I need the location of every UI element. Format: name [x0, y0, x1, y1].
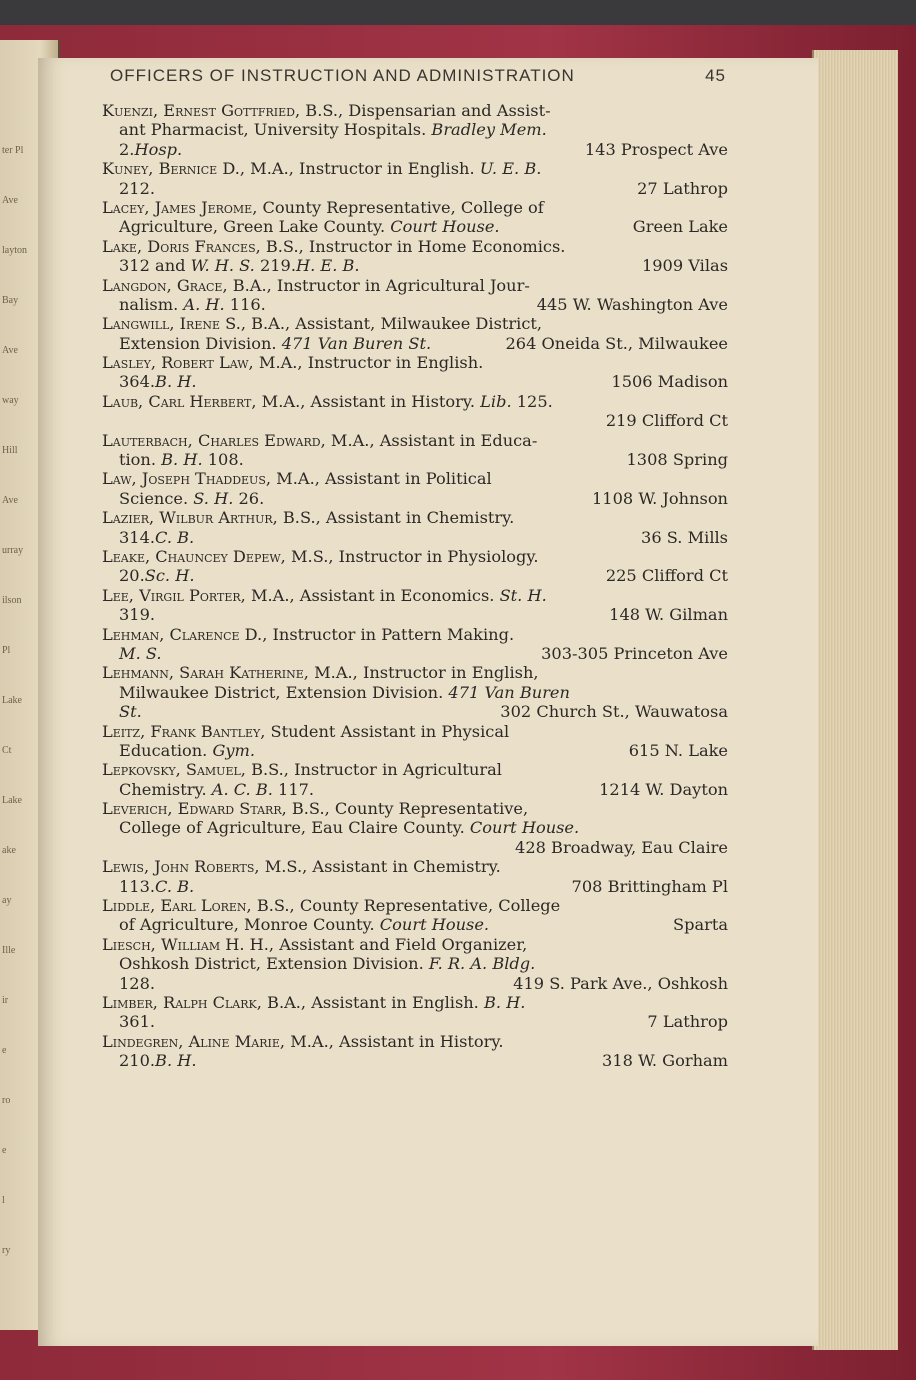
edge-fragment: way — [2, 395, 19, 406]
entry-first-line — [102, 547, 728, 566]
entry-first-line — [102, 101, 728, 120]
person-name: Lehmann, Sarah Katherine, — [102, 663, 309, 683]
person-name: Kuenzi, Ernest Gottfried, — [102, 101, 301, 120]
entry-first-line — [102, 1032, 728, 1051]
person-name: Leitz, Frank Bantley, — [102, 721, 266, 741]
office-location: 471 Van Buren St. — [281, 333, 432, 353]
directory-entry — [102, 586, 728, 625]
entry-description — [119, 780, 314, 799]
entry-description — [102, 547, 539, 566]
entry-description — [102, 276, 530, 295]
entry-text: M.A., Assistant in History. — [256, 391, 481, 411]
home-address: Green Lake — [632, 217, 728, 237]
entry-description — [119, 644, 162, 663]
entry-text: B.S., Instructor in Agricultural — [245, 760, 502, 780]
running-header — [110, 66, 726, 90]
entry-description — [102, 469, 492, 488]
entry-description — [119, 334, 431, 353]
home-address: 148 W. Gilman — [609, 605, 728, 625]
person-name: Langdon, Grace, — [102, 275, 228, 295]
person-name: Kuney, Bernice — [102, 159, 218, 179]
person-name: Lasley, Robert Law, — [102, 353, 254, 373]
entry-text: B.A., Instructor in Agricultural Jour- — [227, 275, 530, 295]
home-address: 615 N. Lake — [628, 740, 728, 760]
entry-description — [102, 508, 514, 527]
entry-text: M.A., Assistant in History. — [285, 1031, 504, 1051]
entry-continuation-line — [102, 411, 728, 430]
entry-description — [102, 663, 539, 682]
edge-fragment: e — [2, 1045, 7, 1056]
entry-description — [119, 140, 182, 159]
directory-entry — [102, 237, 728, 276]
home-address: 264 Oneida St., Milwaukee — [505, 333, 728, 353]
entry-continuation-line — [102, 915, 728, 934]
entry-text: M.A., Instructor in English. — [253, 353, 484, 373]
person-name: Law, Joseph Thaddeus, — [102, 469, 272, 489]
office-location: B. H. — [483, 992, 526, 1012]
entry-continuation-line — [102, 450, 728, 469]
directory-entry — [102, 101, 728, 159]
entry-description — [119, 974, 155, 993]
edge-fragment: Pl — [2, 645, 11, 656]
entry-text: 212. — [119, 178, 156, 198]
entry-description — [102, 353, 483, 372]
directory-entry — [102, 547, 728, 586]
office-location: B. H. — [155, 372, 197, 392]
entry-first-line — [102, 586, 728, 605]
entry-description — [119, 702, 142, 721]
entry-text: 361. — [119, 1012, 156, 1032]
entry-text: 314. — [119, 527, 156, 547]
entry-continuation-line — [102, 780, 728, 799]
entry-text: 113. — [119, 876, 156, 896]
person-name: Langwill, Irene — [102, 314, 221, 334]
page-stack-edge — [812, 50, 898, 1350]
person-name: Lee, Virgil Porter, — [102, 585, 246, 605]
edge-fragment: Ille — [2, 945, 16, 956]
entry-text: Science. — [119, 488, 194, 508]
home-address: 36 S. Mills — [641, 527, 728, 547]
office-location: M. S. — [119, 643, 162, 663]
entry-description — [102, 392, 553, 411]
entry-description — [102, 198, 544, 217]
directory-entry — [102, 469, 728, 508]
home-address: 318 W. Gorham — [602, 1051, 728, 1071]
home-address: 225 Clifford Ct — [605, 566, 728, 586]
directory-entry — [102, 760, 728, 799]
entry-first-line — [102, 353, 728, 372]
entry-description — [119, 489, 264, 508]
entry-description — [119, 605, 155, 624]
directory-entry — [102, 993, 728, 1032]
entry-text: 117. — [272, 779, 315, 799]
entry-description — [102, 1032, 504, 1051]
edge-fragment: Lake — [2, 795, 22, 806]
directory-entry — [102, 935, 728, 993]
entry-first-line — [102, 625, 728, 644]
home-address: 219 Clifford Ct — [605, 411, 728, 431]
entry-text: Chemistry. — [119, 779, 212, 799]
entry-continuation-line — [102, 1051, 728, 1070]
person-name: Lacey, James Jerome, — [102, 197, 258, 217]
entry-description — [119, 1051, 197, 1070]
entry-text: 128. — [119, 973, 156, 993]
person-name: Lindegren, Aline Marie, — [102, 1031, 286, 1051]
entry-first-line — [102, 159, 728, 178]
directory-entry — [102, 159, 728, 198]
entry-first-line — [102, 508, 728, 527]
entry-text: Education. — [119, 740, 213, 760]
entry-continuation-line — [102, 974, 728, 993]
directory-entry — [102, 353, 728, 392]
edge-fragment: l — [2, 1195, 5, 1206]
person-name: Lazier, Wilbur Arthur, — [102, 508, 278, 528]
office-location: Bradley Mem. — [431, 120, 547, 140]
entry-first-line — [102, 896, 728, 915]
entry-continuation-line — [102, 818, 728, 837]
edge-fragment: urray — [2, 545, 24, 556]
entry-description — [119, 528, 194, 547]
entry-description — [119, 179, 155, 198]
home-address: 27 Lathrop — [637, 178, 728, 198]
entry-text: of Agriculture, Monroe County. — [119, 915, 380, 935]
office-location: A. H. — [183, 294, 225, 314]
entry-text: M.A., Assistant in Educa- — [325, 430, 538, 450]
entry-text: nalism. — [119, 294, 184, 314]
entry-description — [102, 993, 525, 1012]
entry-description — [102, 237, 565, 256]
directory-entry — [102, 722, 728, 761]
entry-description — [119, 372, 197, 391]
entry-continuation-line — [102, 954, 728, 973]
edge-fragment: ir — [2, 995, 9, 1006]
entry-description — [102, 722, 509, 741]
entry-text: 125. — [511, 391, 553, 411]
directory-entry — [102, 625, 728, 664]
entry-first-line — [102, 857, 728, 876]
entry-text: 364. — [119, 372, 156, 392]
entry-text: ant Pharmacist, University Hospitals. — [119, 120, 432, 140]
entry-description — [102, 857, 501, 876]
entry-description — [119, 450, 244, 469]
entry-first-line — [102, 314, 728, 333]
entry-description — [102, 586, 547, 605]
entry-text: Extension Division. — [119, 333, 282, 353]
edge-fragment: Ave — [2, 495, 18, 506]
home-address: Sparta — [673, 915, 728, 935]
edge-fragment: ay — [2, 895, 12, 906]
entry-text: College of Agriculture, Eau Claire County. — [119, 818, 470, 838]
entry-description — [102, 896, 560, 915]
edge-fragment: e — [2, 1145, 7, 1156]
entry-text: D., Instructor in Pattern Making. — [239, 624, 515, 644]
entry-continuation-line — [102, 489, 728, 508]
person-name: Lauterbach, Charles Edward, — [102, 430, 326, 450]
entry-description — [102, 760, 502, 779]
entry-first-line — [102, 237, 728, 256]
office-location: B. H. — [161, 450, 203, 470]
entry-text: Student Assistant in Physical — [265, 721, 510, 741]
entry-continuation-line — [102, 217, 728, 236]
office-location: Lib. — [480, 391, 512, 411]
person-name: Leverich, Edward Starr, — [102, 799, 287, 819]
office-location: W. H. S. — [190, 256, 255, 276]
entry-text: Oshkosh District, Extension Division. — [119, 954, 429, 974]
edge-fragment: Lake — [2, 695, 22, 706]
entry-continuation-line — [102, 683, 728, 702]
edge-fragment: Ct — [2, 745, 12, 756]
directory-entry — [102, 663, 728, 721]
home-address: 1214 W. Dayton — [599, 779, 728, 799]
entry-description — [102, 625, 514, 644]
edge-fragment: ilson — [2, 595, 22, 606]
entry-first-line — [102, 935, 728, 954]
directory-entry — [102, 799, 728, 857]
entry-continuation-line — [102, 741, 728, 760]
entry-continuation-line — [102, 644, 728, 663]
entry-text: B.S., Instructor in Home Economics. — [260, 236, 566, 256]
entry-text: tion. — [119, 450, 162, 470]
entry-continuation-line — [102, 605, 728, 624]
entry-first-line — [102, 276, 728, 295]
office-location: Court House. — [390, 217, 500, 237]
directory-entry — [102, 392, 728, 431]
entry-text: 2. — [119, 139, 135, 159]
entry-text: B.S., County Representative, — [286, 799, 529, 819]
edge-fragment: ro — [2, 1095, 11, 1106]
entry-continuation-line — [102, 140, 728, 159]
entry-continuation-line — [102, 528, 728, 547]
edge-fragment: layton — [2, 245, 27, 256]
person-name: Limber, Ralph Clark, — [102, 992, 262, 1012]
edge-fragment: Ave — [2, 345, 18, 356]
entry-continuation-line — [102, 877, 728, 896]
person-name: Lehman, Clarence — [102, 624, 240, 644]
office-location: B. H. — [155, 1051, 197, 1071]
person-name: Leake, Chauncey Depew, — [102, 546, 286, 566]
person-name: Lepkovsky, Samuel, — [102, 760, 246, 780]
entry-description — [119, 120, 547, 139]
home-address: 1108 W. Johnson — [591, 488, 728, 508]
office-location: F. R. A. Bldg. — [428, 954, 536, 974]
entry-first-line — [102, 469, 728, 488]
directory-entry — [102, 857, 728, 896]
office-location: 471 Van Buren — [448, 682, 570, 702]
entry-continuation-line — [102, 295, 728, 314]
office-location: Court House. — [379, 915, 490, 935]
entry-text: H. H., Assistant and Field Organizer, — [220, 934, 528, 954]
edge-fragment: Bay — [2, 295, 19, 306]
entry-text: County Representative, College of — [257, 197, 544, 217]
entry-text: M.A., Assistant in Political — [271, 469, 492, 489]
entry-text: 20. — [119, 566, 145, 586]
entry-first-line — [102, 722, 728, 741]
home-address: 1308 Spring — [626, 450, 728, 470]
entry-description — [102, 159, 541, 178]
entry-continuation-line — [102, 334, 728, 353]
entry-text: M.A., Assistant in Economics. — [245, 585, 500, 605]
entry-text: 108. — [202, 450, 244, 470]
person-name: Liddle, Earl Loren, — [102, 896, 252, 916]
entry-first-line — [102, 198, 728, 217]
office-location: U. E. B. — [479, 159, 542, 179]
entry-text: B.S., County Representative, College — [251, 896, 561, 916]
entry-text: B.S., Dispensarian and Assist- — [300, 101, 551, 120]
person-name: Liesch, William — [102, 934, 221, 954]
entry-description — [119, 877, 194, 896]
edge-fragment: Hill — [2, 445, 18, 456]
entry-description — [119, 566, 194, 585]
office-location: A. C. B. — [211, 779, 273, 799]
entry-text: B.S., Assistant in Chemistry. — [277, 508, 515, 528]
office-location: C. B. — [155, 527, 195, 547]
entry-description — [119, 295, 266, 314]
entry-text: D., M.A., Instructor in English. — [217, 159, 480, 179]
directory-entry — [102, 198, 728, 237]
entry-text: 116. — [224, 294, 266, 314]
office-location: C. B. — [155, 876, 195, 896]
office-location: Sc. H. — [144, 566, 195, 586]
directory-entry — [102, 431, 728, 470]
entry-description — [102, 431, 537, 450]
office-location: Court House. — [469, 818, 580, 838]
office-location: St. — [119, 702, 142, 722]
entry-description — [119, 915, 489, 934]
entry-first-line — [102, 799, 728, 818]
entry-continuation-line — [102, 838, 728, 857]
entry-description — [119, 741, 255, 760]
home-address: 708 Brittingham Pl — [571, 876, 728, 896]
entry-description — [102, 101, 551, 120]
entry-first-line — [102, 392, 728, 411]
directory-entries — [102, 101, 728, 1071]
home-address: 445 W. Washington Ave — [536, 294, 728, 314]
entry-text: M.A., Instructor in English, — [308, 663, 539, 683]
entry-continuation-line — [102, 256, 728, 275]
edge-fragment: ter Pl — [2, 145, 24, 156]
directory-entry — [102, 314, 728, 353]
entry-text: 219. — [254, 256, 297, 276]
entry-text: 210. — [119, 1051, 156, 1071]
entry-description — [102, 314, 542, 333]
running-header-title: OFFICERS OF INSTRUCTION AND ADMINISTRATION — [110, 66, 575, 85]
entry-description — [102, 935, 527, 954]
entry-continuation-line — [102, 1012, 728, 1031]
office-location: Hosp. — [134, 139, 183, 159]
entry-continuation-line — [102, 566, 728, 585]
edge-fragment: ake — [2, 845, 16, 856]
person-name: Laub, Carl Herbert, — [102, 391, 257, 411]
entry-first-line — [102, 993, 728, 1012]
entry-description — [119, 683, 570, 702]
entry-description — [119, 954, 535, 973]
edge-fragment: Ave — [2, 195, 18, 206]
entry-description — [119, 217, 500, 236]
entry-first-line — [102, 760, 728, 779]
directory-entry — [102, 276, 728, 315]
person-name: Lake, Doris Frances, — [102, 236, 261, 256]
entry-continuation-line — [102, 372, 728, 391]
office-location: St. H. — [499, 585, 547, 605]
office-location: Gym. — [212, 740, 256, 760]
entry-text: S., B.A., Assistant, Milwaukee District, — [220, 314, 543, 334]
home-address: 7 Lathrop — [647, 1012, 728, 1032]
entry-description — [119, 818, 579, 837]
home-address: 1506 Madison — [611, 372, 728, 392]
entry-text: M.S., Instructor in Physiology. — [285, 546, 539, 566]
entry-description — [119, 256, 360, 275]
directory-entry — [102, 1032, 728, 1071]
page-number: 45 — [705, 66, 726, 85]
home-address: 302 Church St., Wauwatosa — [500, 702, 728, 722]
entry-continuation-line — [102, 179, 728, 198]
entry-text: 312 and — [119, 256, 191, 276]
person-name: Lewis, John Roberts, — [102, 857, 260, 877]
entry-description — [119, 1012, 155, 1031]
entry-text: 319. — [119, 605, 156, 625]
entry-first-line — [102, 431, 728, 450]
entry-text: Milwaukee District, Extension Division. — [119, 682, 449, 702]
entry-first-line — [102, 663, 728, 682]
home-address: 419 S. Park Ave., Oshkosh — [513, 973, 728, 993]
entry-text: M.S., Assistant in Chemistry. — [259, 857, 501, 877]
directory-entry — [102, 508, 728, 547]
home-address: 143 Prospect Ave — [584, 139, 728, 159]
entry-text: 26. — [233, 488, 265, 508]
office-location: S. H. — [193, 488, 234, 508]
entry-description — [102, 799, 528, 818]
edge-fragment: ry — [2, 1245, 11, 1256]
entry-continuation-line — [102, 702, 728, 721]
office-location: H. E. B. — [296, 256, 360, 276]
entry-text: B.A., Assistant in English. — [261, 992, 484, 1012]
directory-entry — [102, 896, 728, 935]
entry-text: Agriculture, Green Lake County. — [119, 217, 391, 237]
home-address: 1909 Vilas — [641, 256, 728, 276]
entry-continuation-line — [102, 120, 728, 139]
home-address: 428 Broadway, Eau Claire — [515, 837, 728, 857]
home-address: 303-305 Princeton Ave — [541, 643, 728, 663]
